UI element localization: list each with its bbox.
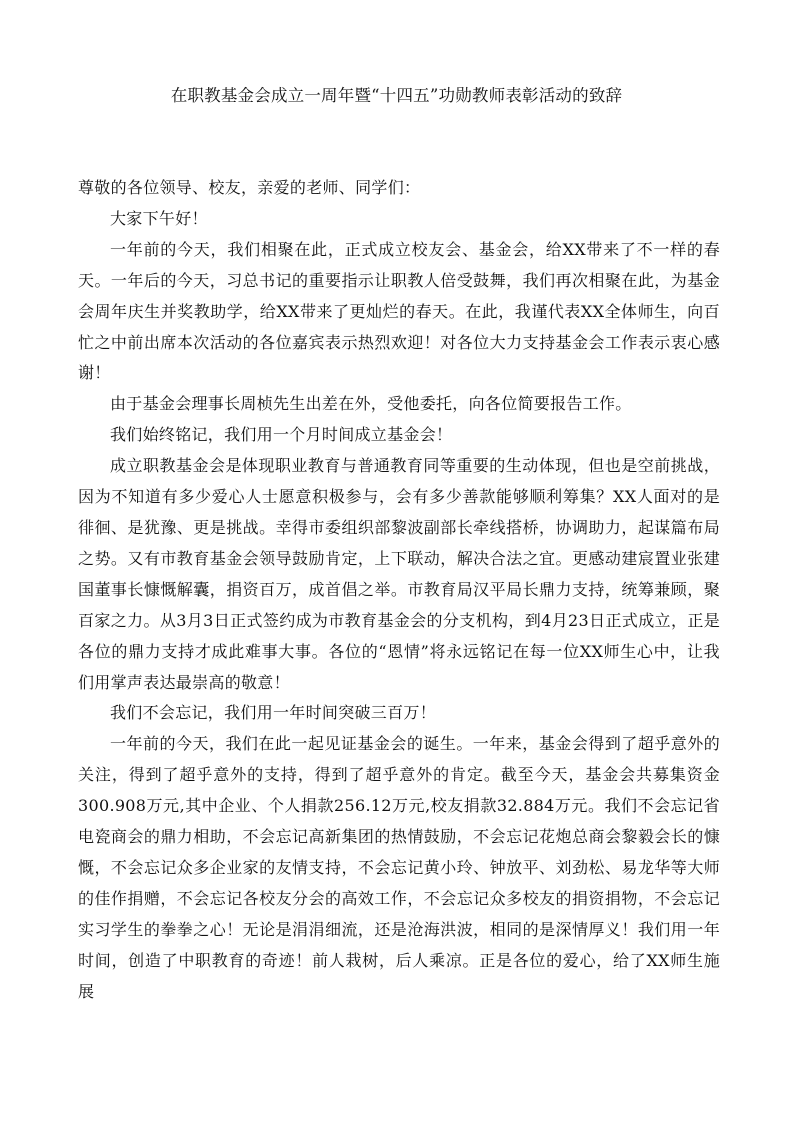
document-body	[78, 173, 720, 1007]
paragraph-achievements: 一年前的今天，我们在此一起见证基金会的诞生。一年来，基金会得到了超乎意外的关注，得到了超乎意外的支持，得到了超乎意外的肯定。截至今天，基金会共募集资金300.908万元,其中企业、个人捐款256.12万元,校友捐款32.884万元。我们不会忘记省电瓷商会的鼎力相助，不会忘记高新集团的热情鼓励，不会忘记花炮总商会黎毅会长的慷慨，不会忘记众多企业家的友情支持，不会忘记黄小玲、钟放平、刘劲松、易龙华等大师的佳作捐赠，不会忘记各校友分会的高效工作，不会忘记众多校友的捐资捐物，不会忘记实习学生的拳拳之心！无论是涓涓细流，还是沧海洪波，相同的是深情厚义！我们用一年时间，创造了中职教育的奇迹！前人栽树，后人乘凉。正是各位的爱心，给了XX师生施展	[78, 734, 720, 1001]
paragraph-greeting: 大家下午好！	[110, 208, 208, 228]
paragraph-founding: 成立职教基金会是体现职业教育与普通教育同等重要的生动体现，但也是空前挑战，因为不知道有多少爱心人士愿意积极参与，会有多少善款能够顺利筹集？XX人面对的是徘徊、是犹豫、更是挑战。幸得市委组织部黎波副部长牵线搭桥，协调助力，起谋篇布局之势。又有市教育基金会领导鼓励肯定，上下联动，解决合法之宜。更感动建宸置业张建国董事长慷慨解囊，捐资百万，成首倡之举。市教育局汉平局长鼎力支持，统筹兼顾，聚百家之力。从3月3日正式签约成为市教育基金会的分支机构，到4月23日正式成立，正是各位的鼎力支持才成此难事大事。各位的“恩情”将永远铭记在每一位XX师生心中，让我们用掌声表达最崇高的敬意！	[78, 456, 720, 692]
paragraph-report: 由于基金会理事长周桢先生出差在外，受他委托，向各位简要报告工作。	[110, 394, 632, 414]
paragraph-intro: 一年前的今天，我们相聚在此，正式成立校友会、基金会，给XX带来了不一样的春天。一年后的今天，习总书记的重要指示让职教人倍受鼓舞，我们再次相聚在此，为基金会周年庆生并奖教助学，给XX带来了更灿烂的春天。在此，我谨代表XX全体师生，向百忙之中前出席本次活动的各位嘉宾表示热烈欢迎！对各位大力支持基金会工作表示衷心感谢！	[78, 239, 720, 383]
document-title: 在职教基金会成立一周年暨“十四五”功勋教师表彰活动的致辞	[170, 86, 623, 105]
salutation: 尊敬的各位领导、校友，亲爱的老师、同学们：	[78, 178, 421, 197]
paragraph-heading-three-million: 我们不会忘记，我们用一年时间突破三百万！	[110, 703, 437, 723]
paragraph-heading-one-month: 我们始终铭记，我们用一个月时间成立基金会！	[110, 425, 453, 445]
